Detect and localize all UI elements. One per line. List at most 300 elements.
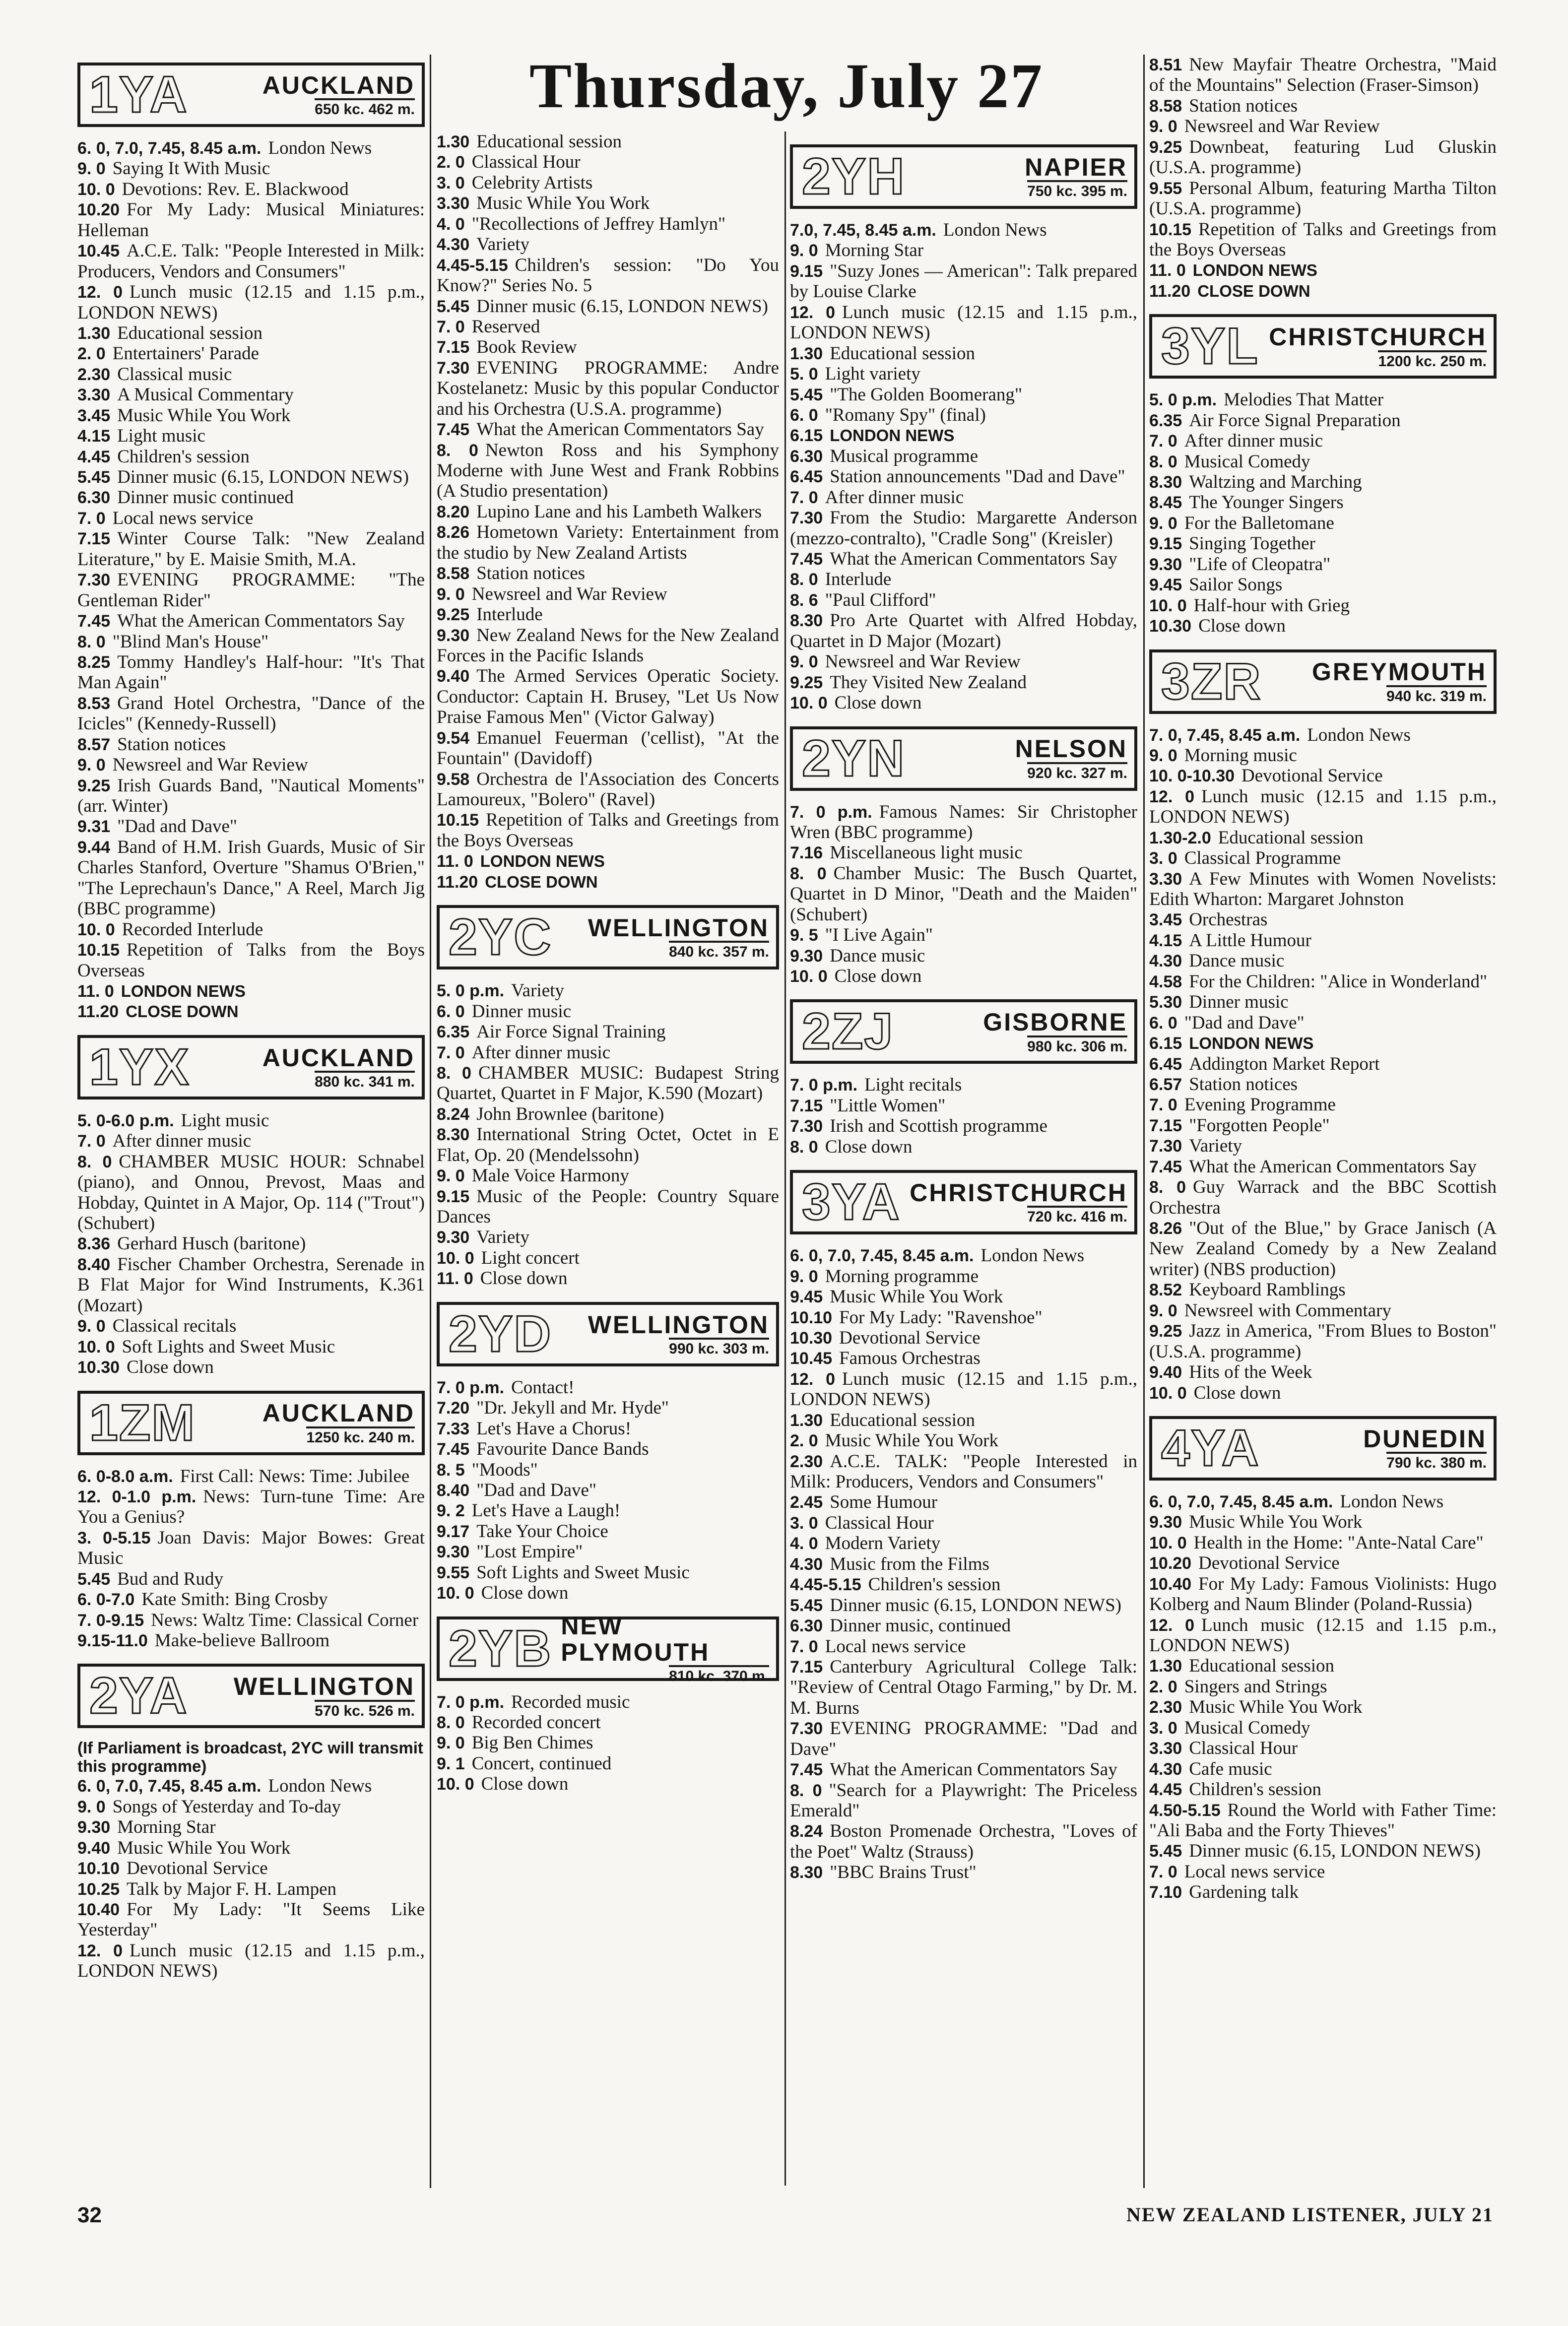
programme-entry	[1149, 1321, 1497, 1362]
programme-entry	[1149, 389, 1497, 410]
programme-title: Chamber Music: The Busch Quartet, Quartet in D Minor, "Death and the Maiden" (Schubert)	[790, 863, 1137, 925]
programme-time: 11. 0	[437, 1269, 473, 1289]
programme-title: LONDON NEWS	[1189, 1034, 1314, 1053]
programme-time: 10. 0	[77, 180, 115, 199]
station-logo: 1ZM	[89, 1394, 196, 1452]
programme-time: 3. 0	[1149, 1718, 1177, 1738]
programme-title: Half-hour with Grieg	[1193, 595, 1350, 616]
programme-entry	[437, 1753, 779, 1774]
programme-time: 10. 0	[1149, 1383, 1187, 1403]
programme-title: Repetition of Talks from the Boys Overseas	[77, 940, 425, 981]
programme-title: "Lost Empire"	[476, 1542, 583, 1562]
programme-title: Close down	[1193, 1382, 1281, 1403]
programme-time: 8. 0	[790, 1781, 822, 1800]
programme-time: 8. 0	[790, 1137, 818, 1157]
programme-time: 7.45	[1149, 1157, 1182, 1176]
programme-entry	[790, 425, 1137, 446]
programme-title: Newsreel and War Review	[1184, 116, 1380, 137]
programme-time: 5.30	[1149, 993, 1182, 1012]
programme-title: After dinner music	[471, 1042, 611, 1063]
programme-time: 8.25	[77, 652, 111, 672]
programme-time: 9. 0	[790, 241, 818, 260]
programme-title: Make-believe Ballroom	[154, 1630, 330, 1651]
programme-title: Interlude	[825, 569, 892, 590]
programme-time: 7.45	[790, 1760, 823, 1780]
programme-title: Close down	[481, 1583, 569, 1604]
programme-entry	[437, 1542, 779, 1562]
programme-entry	[790, 261, 1137, 302]
programme-title: Devotional Service	[1241, 766, 1383, 786]
programme-title: What the American Commentators Say	[830, 549, 1117, 569]
programme-title: Music from the Films	[830, 1553, 989, 1574]
programme-time: 10.15	[1149, 220, 1192, 239]
station-frequency: 980 kc. 306 m.	[1027, 1035, 1127, 1054]
programme-title: After dinner music	[1184, 431, 1323, 452]
programme-entry	[1149, 1697, 1497, 1717]
programme-entry	[790, 569, 1137, 589]
programme-entry	[1149, 1800, 1497, 1841]
programme-entry	[77, 1838, 425, 1858]
programme-title: Music While You Work	[1189, 1512, 1363, 1533]
programme-title: Classical Hour	[825, 1512, 934, 1533]
programme-entry	[790, 1718, 1137, 1759]
programme-title: Soft Lights and Sweet Music	[122, 1336, 335, 1357]
station-logo: 3YA	[802, 1173, 901, 1231]
programme-entry	[1149, 951, 1497, 971]
programme-time: 1.30	[790, 344, 823, 363]
programme-title: Irish Guards Band, "Nautical Moments" (arr. Winter)	[77, 775, 425, 816]
programme-time: 4.30	[790, 1554, 823, 1574]
programme-entry	[1149, 1054, 1497, 1074]
programme-time: 9.58	[437, 770, 470, 789]
programme-title: Canterbury Agricultural College Talk: "Review of Central Otago Farming," by Dr. M. M. Burns	[790, 1656, 1137, 1718]
programme-title: Light recitals	[864, 1075, 962, 1096]
programme-entry	[790, 466, 1137, 487]
programme-entry	[437, 666, 779, 727]
programme-title: Cafe music	[1189, 1758, 1272, 1779]
programme-entry	[790, 1759, 1137, 1780]
programme-entry	[437, 1227, 779, 1247]
station-city: DUNEDIN	[1363, 1424, 1487, 1453]
programme-entry	[790, 302, 1137, 343]
station-frequency: 940 kc. 319 m.	[1386, 685, 1487, 704]
programme-entry	[437, 1562, 779, 1583]
programme-entry	[77, 426, 425, 446]
programme-time: 9. 0	[1149, 514, 1177, 533]
programme-title: "Recollections of Jeffrey Hamlyn"	[471, 213, 726, 234]
programme-entry	[437, 584, 779, 604]
programme-title: Close down	[1198, 616, 1286, 637]
programme-time: 12. 0	[790, 1369, 836, 1389]
programme-time: 10.45	[790, 1349, 833, 1368]
programme-entry	[77, 405, 425, 426]
programme-title: EVENING PROGRAMME: Andre Kostelanetz: Music by this popular Conductor and his Orchestra (U.S.A. programme)	[437, 357, 779, 419]
programme-entry	[1149, 595, 1497, 616]
programme-title: LONDON NEWS	[480, 852, 605, 871]
programme-entry	[1149, 1553, 1497, 1573]
programme-title: Repetition of Talks and Greetings from the Boys Overseas	[1149, 219, 1497, 260]
programme-title: CLOSE DOWN	[126, 1002, 239, 1021]
programme-time: 10. 0	[1149, 596, 1187, 615]
programme-title: Music While You Work	[117, 405, 291, 426]
programme-entry	[1149, 1383, 1497, 1403]
programme-time: 9.15	[790, 261, 823, 281]
programme-entry	[1149, 1779, 1497, 1800]
station-city: AUCKLAND	[262, 1399, 415, 1427]
programme-entry	[1149, 1677, 1497, 1697]
programme-entry	[1149, 1300, 1497, 1321]
programme-time: 6. 0	[1149, 1013, 1177, 1033]
programme-entry	[437, 255, 779, 296]
programme-entry	[1149, 492, 1497, 513]
programme-time: 6.35	[1149, 411, 1182, 430]
programme-entry	[77, 1131, 425, 1151]
programme-time: 6. 0-8.0 a.m.	[77, 1467, 173, 1486]
programme-time: 10. 0	[437, 1775, 474, 1794]
programme-entry	[77, 199, 425, 241]
station-header	[1149, 649, 1497, 714]
programme-time: 4.30	[1149, 952, 1182, 971]
programme-title: Miscellaneous light music	[830, 842, 1023, 863]
programme-time: 6.30	[77, 488, 111, 508]
programme-entry	[77, 158, 425, 179]
programme-entry	[1149, 575, 1497, 595]
programme-time: 7.30	[790, 1117, 823, 1136]
programme-time: 7.15	[1149, 1116, 1182, 1135]
programme-time: 10. 0	[437, 1584, 474, 1603]
programme-time: 11.20	[77, 1002, 119, 1022]
programme-title: Hits of the Week	[1189, 1362, 1312, 1383]
programme-entry	[437, 1104, 779, 1124]
programme-title: Classical Hour	[471, 152, 581, 173]
station-city: NEW PLYMOUTH	[561, 1612, 710, 1666]
station-header	[790, 999, 1137, 1064]
column-3	[790, 131, 1137, 1883]
programme-time: 8.58	[437, 564, 470, 583]
programme-entry	[1149, 1362, 1497, 1382]
programme-title: Music of the People: Country Square Dances	[437, 1186, 779, 1227]
programme-title: Lupino Lane and his Lambeth Walkers	[476, 501, 762, 522]
programme-title: Lunch music (12.15 and 1.15 p.m., LONDON NEWS)	[77, 282, 425, 323]
programme-title: London News	[268, 1776, 372, 1797]
programme-title: Educational session	[476, 131, 622, 152]
programme-title: "Dad and Dave"	[117, 816, 238, 837]
station-city: NAPIER	[1025, 153, 1127, 181]
programme-entry	[1149, 1136, 1497, 1156]
programme-title: Jazz in America, "From Blues to Boston" (U.S.A. programme)	[1149, 1321, 1497, 1362]
programme-title: Educational session	[1189, 1656, 1335, 1677]
programme-time: 8.20	[437, 502, 470, 521]
programme-time: 9.30	[437, 1543, 470, 1562]
programme-time: 4.45	[77, 447, 111, 466]
programme-time: 3.30	[1149, 869, 1182, 889]
programme-entry	[77, 1316, 425, 1336]
column-2	[437, 131, 779, 1795]
programme-entry	[77, 1569, 425, 1589]
programme-title: Concert, continued	[471, 1753, 612, 1774]
programme-title: Station notices	[1189, 1074, 1298, 1095]
programme-entry	[77, 323, 425, 343]
programme-title: What the American Commentators Say	[117, 611, 405, 632]
programme-time: 8.51	[1149, 56, 1182, 74]
programme-time: 8. 0	[437, 1713, 465, 1732]
programme-title: Pro Arte Quartet with Alfred Hobday, Quartet in D Major (Mozart)	[790, 610, 1137, 651]
programme-time: 10.20	[1149, 1554, 1192, 1573]
programme-entry	[790, 1595, 1137, 1615]
programme-title: LONDON NEWS	[830, 426, 955, 445]
station-logo: 4YA	[1161, 1419, 1260, 1477]
programme-entry	[437, 440, 779, 502]
programme-entry	[77, 1797, 425, 1817]
programme-entry	[77, 385, 425, 405]
programme-time: 8. 0	[437, 1063, 471, 1083]
programme-title: Lunch music (12.15 and 1.15 p.m., LONDON NEWS)	[790, 1368, 1137, 1410]
programme-time: 8.30	[790, 611, 823, 631]
programme-entry	[790, 385, 1137, 405]
programme-time: 8. 0	[1149, 1178, 1186, 1197]
programme-entry	[77, 1152, 425, 1234]
programme-entry	[1149, 1862, 1497, 1882]
programme-title: Repetition of Talks and Greetings from the Boys Overseas	[437, 810, 779, 851]
programme-time: 2.30	[77, 365, 111, 384]
programme-title: Sailor Songs	[1189, 575, 1283, 595]
programme-entry	[790, 966, 1137, 986]
station-info	[199, 1045, 422, 1090]
programme-time: 10.40	[77, 1900, 120, 1919]
station-header	[77, 1035, 425, 1099]
programme-title: Interlude	[476, 604, 543, 625]
programme-entry	[437, 604, 779, 625]
programme-entry	[437, 625, 779, 666]
programme-entry	[437, 1398, 779, 1418]
programme-time: 2.30	[790, 1452, 823, 1471]
programme-title: Round the World with Father Time: "Ali Baba and the Forty Thieves"	[1149, 1800, 1497, 1841]
programme-entry	[437, 152, 779, 172]
programme-entry	[790, 364, 1137, 384]
programme-time: 11.20	[437, 872, 478, 892]
station-info	[197, 1674, 422, 1719]
station-frequency: 880 kc. 341 m.	[315, 1071, 415, 1090]
programme-time: 12. 0	[77, 283, 123, 302]
programme-entry	[790, 1410, 1137, 1430]
programme-time: 5.45	[790, 1596, 823, 1615]
programme-title: Devotional Service	[1198, 1553, 1340, 1574]
programme-time: 6. 0, 7.0, 7.45, 8.45 a.m.	[1149, 1492, 1333, 1511]
programme-title: Dinner music (6.15, LONDON NEWS)	[117, 467, 409, 487]
station-frequency: 790 kc. 380 m.	[1386, 1452, 1487, 1471]
programme-title: Close down	[480, 1268, 568, 1289]
programme-entry	[77, 611, 425, 631]
programme-time: 10.15	[437, 811, 479, 830]
programme-entry	[77, 1610, 425, 1630]
station-city: CHRISTCHURCH	[910, 1178, 1127, 1207]
programme-title: Winter Course Talk: "New Zealand Literature," by E. Maisie Smith, M.A.	[77, 528, 425, 570]
station-frequency: 720 kc. 416 m.	[1027, 1206, 1127, 1225]
programme-time: 7.30	[790, 509, 823, 528]
programme-entry	[790, 549, 1137, 569]
programme-time: 9.55	[1149, 179, 1182, 198]
programme-entry	[790, 1533, 1137, 1553]
programme-time: 7.0, 7.45, 8.45 a.m.	[790, 221, 936, 240]
programme-title: Morning Star	[117, 1817, 216, 1838]
programme-title: "BBC Brains Trust"	[830, 1862, 977, 1883]
station-info	[561, 1312, 776, 1357]
programme-title: Musical Comedy	[1184, 451, 1310, 472]
programme-time: 3.45	[77, 406, 111, 425]
programme-entry	[77, 1466, 425, 1486]
programme-entry	[77, 1528, 425, 1569]
programme-title: Famous Names: Sir Christopher Wren (BBC programme)	[790, 801, 1137, 842]
station-frequency: 840 kc. 357 m.	[669, 941, 769, 960]
programme-title: Recorded music	[511, 1691, 630, 1712]
programme-entry	[790, 842, 1137, 863]
programme-entry	[77, 1940, 425, 1982]
programme-time: 5. 0 p.m.	[437, 981, 505, 1001]
programme-title: A Few Minutes with Women Novelists: Edith Wharton: Margaret Johnston	[1149, 868, 1497, 909]
programme-entry	[790, 802, 1137, 843]
programme-title: Lunch music (12.15 and 1.15 p.m., LONDON NEWS)	[1149, 786, 1497, 828]
programme-title: LONDON NEWS	[121, 981, 246, 1000]
programme-title: Morning Star	[825, 240, 924, 261]
programme-entry	[790, 1266, 1137, 1287]
programme-entry	[790, 1245, 1137, 1266]
programme-entry	[77, 179, 425, 199]
programme-entry	[1149, 1615, 1497, 1656]
programme-title: Close down	[834, 966, 922, 986]
programme-entry	[790, 1287, 1137, 1307]
programme-time: 8. 5	[437, 1460, 465, 1480]
programme-time: 10. 0	[77, 920, 115, 939]
programme-time: 3. 0	[790, 1513, 818, 1533]
programme-title: Contact!	[511, 1377, 575, 1398]
programme-time: 2. 0	[77, 344, 106, 364]
programme-entry	[437, 1124, 779, 1165]
programme-entry	[437, 358, 779, 419]
programme-entry	[437, 1692, 779, 1712]
column-1	[77, 50, 425, 1982]
programme-entry	[437, 131, 779, 152]
programme-entry	[77, 487, 425, 508]
programme-entry	[77, 467, 425, 487]
programme-entry	[1149, 1656, 1497, 1676]
programme-title: Dinner music (6.15, LONDON NEWS)	[830, 1595, 1121, 1615]
programme-title: EVENING PROGRAMME: "The Gentleman Rider"	[77, 570, 425, 611]
programme-title: Local news service	[825, 1636, 966, 1657]
programme-time: 8.26	[437, 523, 470, 542]
programme-title: What the American Commentators Say	[1189, 1156, 1477, 1177]
programme-title: Songs of Yesterday and To-day	[112, 1796, 341, 1817]
programme-title: Book Review	[476, 337, 577, 358]
programme-time: 11. 0	[1149, 261, 1186, 280]
programme-time: 9.30	[437, 626, 470, 645]
programme-entry	[437, 1186, 779, 1228]
programme-entry	[437, 1022, 779, 1042]
programme-entry	[77, 1357, 425, 1377]
programme-entry	[790, 1513, 1137, 1533]
programme-time: 9.30	[437, 1228, 470, 1247]
programme-time: 9.17	[437, 1522, 470, 1541]
programme-title: Waltzing and Marching	[1189, 472, 1362, 492]
programme-time: 6.30	[790, 447, 823, 466]
programme-entry	[437, 214, 779, 234]
programme-time: 4.15	[1149, 931, 1182, 950]
programme-time: 8.53	[77, 694, 111, 713]
programme-entry	[1149, 554, 1497, 575]
programme-time: 12. 0	[1149, 787, 1195, 806]
column-rule	[430, 55, 431, 2188]
programme-entry	[790, 1821, 1137, 1862]
programme-title: London News	[1307, 724, 1411, 745]
programme-time: 7.45	[790, 550, 823, 569]
programme-time: 9.15	[1149, 534, 1182, 554]
column-rule	[784, 131, 786, 2186]
programme-title: From the Studio: Margarette Anderson (mezzo-contralto), "Cradle Song" (Kreisler)	[790, 508, 1137, 549]
programme-title: Station announcements "Dad and Dave"	[830, 466, 1125, 487]
programme-entry	[1149, 1841, 1497, 1861]
programme-title: "Search for a Playwright: The Priceless Emerald"	[790, 1780, 1138, 1821]
station-info	[1269, 1426, 1494, 1471]
programme-title: Close down	[127, 1357, 214, 1378]
programme-title: CHAMBER MUSIC: Budapest String Quartet, Quartet in F Major, K.590 (Mozart)	[437, 1062, 779, 1104]
programme-entry	[790, 220, 1137, 240]
programme-time: 8.58	[1149, 96, 1182, 116]
programme-time: 7.20	[437, 1399, 470, 1418]
station-logo: 2YH	[802, 148, 906, 205]
programme-entry	[1149, 178, 1497, 219]
programme-title: For My Lady: Famous Violinists: Hugo Kolberg and Naum Blinder (Poland-Russia)	[1149, 1573, 1497, 1615]
programme-title: Station notices	[476, 563, 586, 584]
station-header	[77, 1664, 425, 1728]
programme-time: 9. 2	[437, 1501, 465, 1521]
programme-entry	[77, 837, 425, 919]
programme-entry	[77, 981, 425, 1001]
programme-title: Local news service	[1184, 1861, 1325, 1882]
programme-entry	[1149, 745, 1497, 766]
programme-time: 10. 0-10.30	[1149, 767, 1235, 786]
programme-entry	[790, 1369, 1137, 1410]
station-logo: 2YD	[449, 1305, 552, 1363]
programme-time: 8. 0	[77, 1152, 112, 1171]
programme-time: 2. 0	[437, 153, 465, 172]
programme-entry	[77, 1817, 425, 1837]
station-frequency: 810 kc. 370 m.	[669, 1665, 769, 1684]
programme-entry	[437, 234, 779, 255]
programme-time: 1.30	[437, 132, 470, 151]
programme-entry	[1149, 786, 1497, 828]
programme-entry	[790, 863, 1137, 925]
programme-title: A.C.E. Talk: "People Interested in Milk: Producers, Vendors and Consumers"	[77, 241, 425, 282]
programme-title: Educational session	[830, 1410, 976, 1430]
programme-entry	[790, 651, 1137, 672]
programme-title: What the American Commentators Say	[830, 1759, 1117, 1780]
programme-entry	[790, 1348, 1137, 1368]
programme-title: CLOSE DOWN	[1197, 281, 1310, 300]
programme-entry	[1149, 137, 1497, 178]
programme-time: 10.10	[790, 1308, 833, 1327]
programme-time: 8.30	[437, 1125, 470, 1145]
programme-entry	[437, 980, 779, 1001]
page-title: Thursday, July 27	[529, 51, 1044, 121]
programme-entry	[77, 1110, 425, 1131]
programme-title: London News	[1340, 1491, 1444, 1512]
programme-time: 7.45	[77, 612, 111, 631]
programme-entry	[1149, 1115, 1497, 1136]
programme-entry	[1149, 1738, 1497, 1758]
programme-entry	[1149, 281, 1497, 301]
programme-entry	[437, 810, 779, 851]
programme-entry	[1149, 1095, 1497, 1115]
programme-title: CHAMBER MUSIC HOUR: Schnabel (piano), and Onnou, Prevost, Maas and Hobday, Quintet in A Major, Op. 114 ("Trout") (Schubert)	[77, 1151, 425, 1233]
